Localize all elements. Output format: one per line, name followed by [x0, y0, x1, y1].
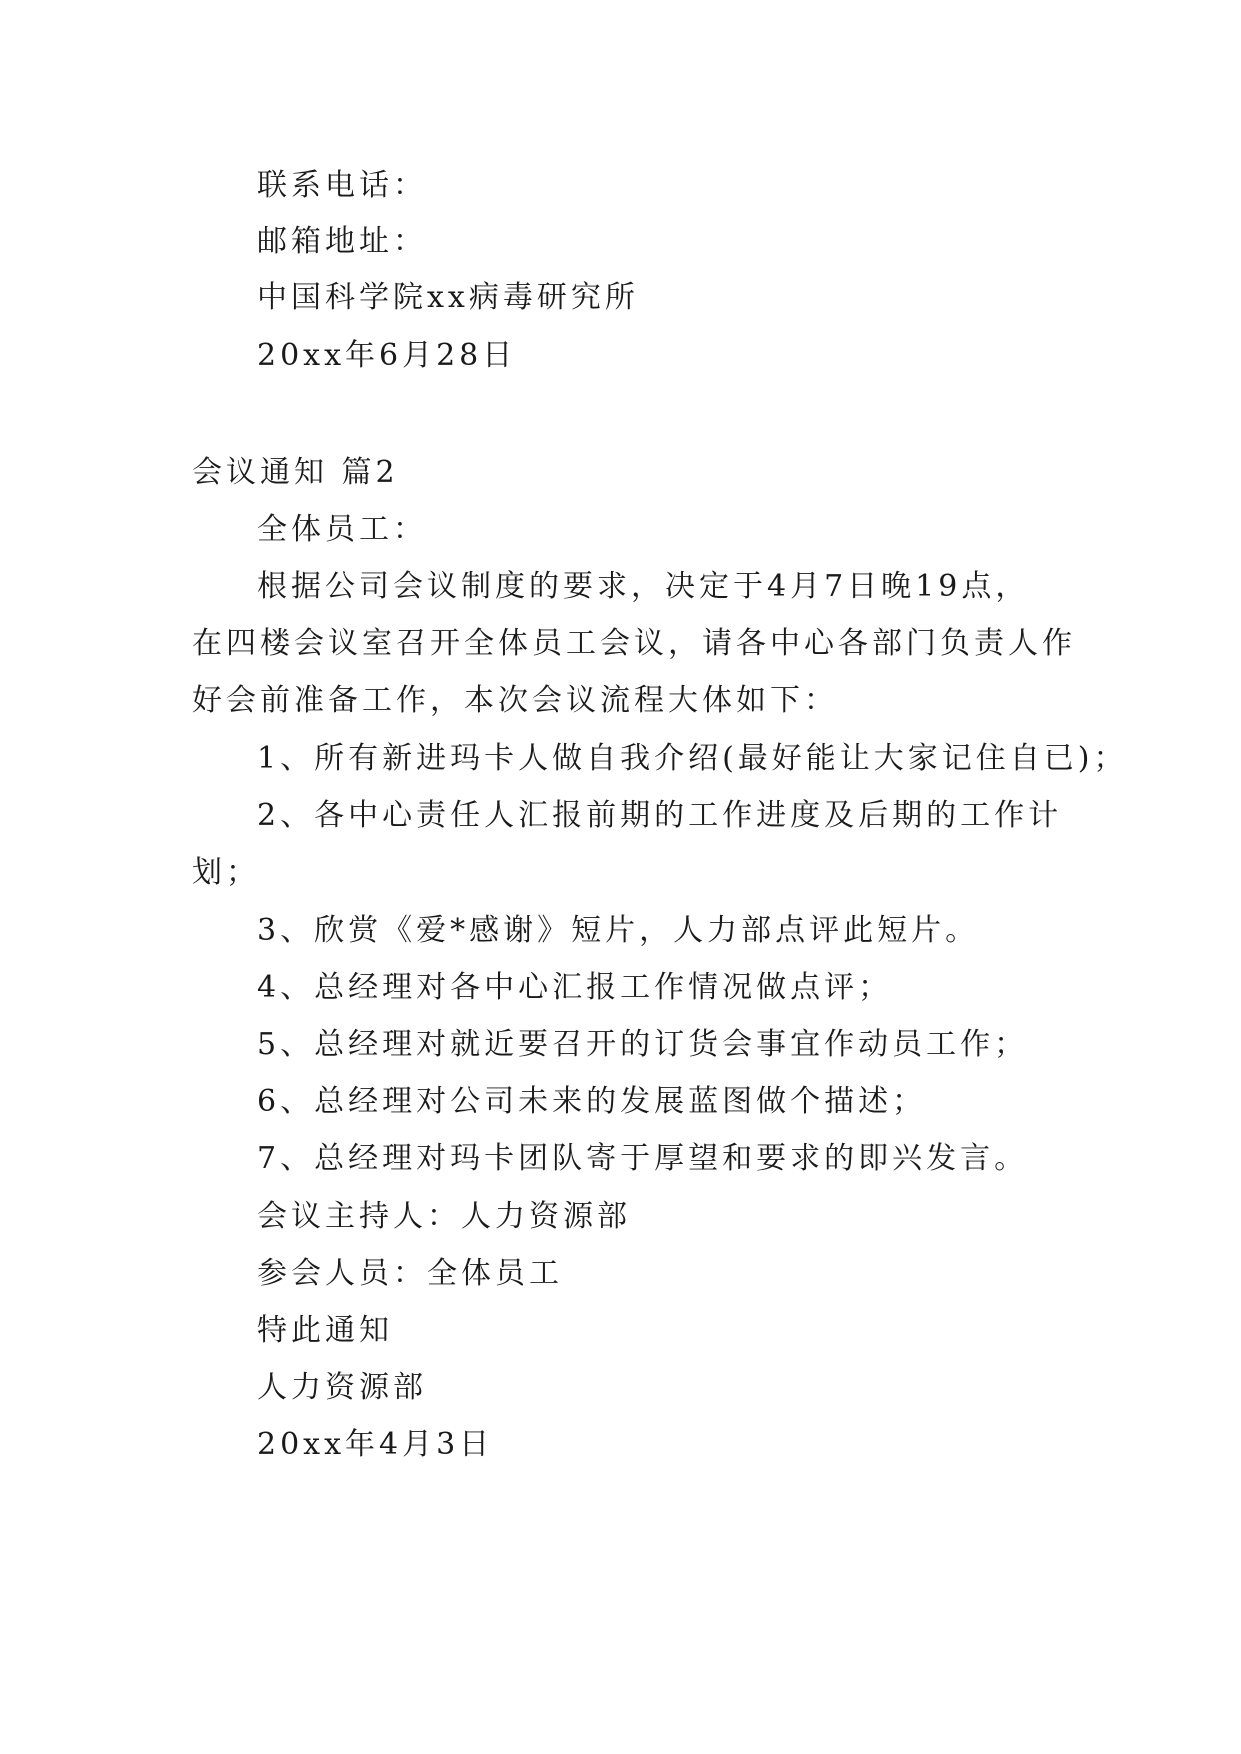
section2-date: 20xx年4月3日: [257, 1427, 494, 1462]
phone-label: 联系电话：: [257, 168, 427, 203]
notice-text: 特此通知: [257, 1313, 393, 1348]
agenda-item: 5、总经理对就近要召开的订货会事宜作动员工作；: [257, 1027, 1029, 1062]
salutation: 全体员工：: [257, 512, 427, 547]
issuing-department: 人力资源部: [257, 1370, 427, 1405]
agenda-item: 2、各中心责任人汇报前期的工作进度及后期的工作计: [257, 798, 1063, 833]
intro-line-1: 根据公司会议制度的要求，决定于4月7日晚19点，: [257, 569, 1030, 604]
meeting-host: 会议主持人：人力资源部: [257, 1199, 631, 1234]
agenda-item: 7、总经理对玛卡团队寄于厚望和要求的即兴发言。: [257, 1141, 1029, 1176]
section2-heading: 会议通知 篇2: [192, 455, 399, 490]
institution-name: 中国科学院xx病毒研究所: [257, 280, 639, 315]
agenda-item: 6、总经理对公司未来的发展蓝图做个描述；: [257, 1084, 927, 1119]
intro-line-2: 在四楼会议室召开全体员工会议，请各中心各部门负责人作: [192, 626, 1076, 661]
intro-line-3: 好会前准备工作，本次会议流程大体如下：: [192, 683, 838, 718]
email-label: 邮箱地址：: [257, 224, 427, 259]
agenda-item: 4、总经理对各中心汇报工作情况做点评；: [257, 970, 893, 1005]
agenda-item: 3、欣赏《爱*感谢》短片，人力部点评此短片。: [257, 913, 980, 948]
section1-date: 20xx年6月28日: [257, 338, 517, 373]
attendees: 参会人员：全体员工: [257, 1256, 563, 1291]
agenda-item-continuation: 划；: [192, 855, 260, 890]
agenda-item: 1、所有新进玛卡人做自我介绍(最好能让大家记住自已)；: [257, 741, 1128, 776]
